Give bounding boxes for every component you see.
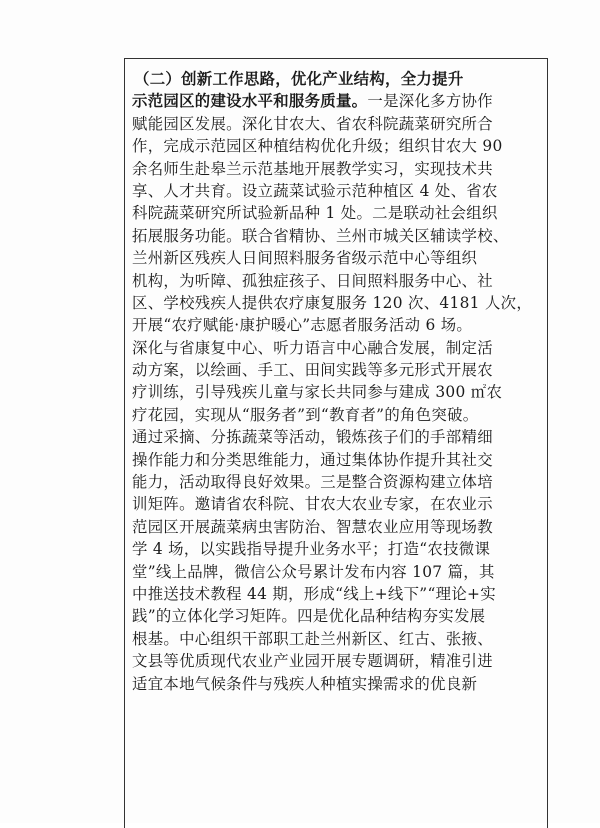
text-line: 适宜本地气候条件与残疾人种植实操需求的优良新 <box>132 674 478 693</box>
text-line <box>132 90 542 112</box>
text-line: 堂”线上品牌，微信公众号累计发布内容 107 篇，其 <box>132 562 495 581</box>
text-line: 科院蔬菜研究所试验新品种 1 处。二是联动社会组织 <box>132 204 498 223</box>
text-line: 疗训练，引导残疾儿童与家长共同参与建成 300 ㎡农 <box>132 383 503 402</box>
text-line: 深化与省康复中心、听力语言中心融合发展，制定活 <box>132 338 493 357</box>
text-line: 训矩阵。邀请省农科院、甘农大农业专家，在农业示 <box>132 495 493 514</box>
text-line: 能力，活动取得良好效果。三是整合资源构建立体培 <box>132 473 493 492</box>
section-heading-continuation: 示范园区的建设水平和服务质量。 <box>132 92 368 111</box>
text-line: 动方案，以绘画、手工、田间实践等多元形式开展农 <box>132 361 493 380</box>
text-line: 操作能力和分类思维能力，通过集体协作提升其社交 <box>132 450 493 469</box>
text-line: 通过采摘、分拣蔬菜等活动，锻炼孩子们的手部精细 <box>132 428 493 447</box>
text-line: 兰州新区残疾人日间照料服务省级示范中心等组织 <box>132 249 478 268</box>
text-line: 赋能园区发展。深化甘农大、省农科院蔬菜研究所合 <box>132 114 493 133</box>
text-line: 践”的立体化学习矩阵。四是优化品种结构夯实发展 <box>132 607 486 626</box>
text-line: 开展“农疗赋能·康护暖心”志愿者服务活动 6 场。 <box>132 316 473 335</box>
body-text <box>132 68 542 695</box>
text-line: 文县等优质现代农业产业园开展专题调研，精准引进 <box>132 652 493 671</box>
text-line: 作，完成示范园区种植结构优化升级；组织甘农大 90 <box>132 137 503 156</box>
section-heading-line: （二）创新工作思路，优化产业结构，全力提升 <box>134 70 464 88</box>
text-line: 拓展服务功能。联合省精协、兰州市城关区辅读学校、 <box>132 226 509 245</box>
text-line: 中推送技术教程 44 期，形成“线上+线下”“理论+实 <box>132 584 496 603</box>
text-line: 享、人才共育。设立蔬菜试验示范种植区 4 处、省农 <box>132 181 498 200</box>
text-line: 疗花园，实现从“服务者”到“教育者”的角色突破。 <box>132 405 479 424</box>
text-line: 余名师生赴皋兰示范基地开展教学实习，实现技术共 <box>132 159 493 178</box>
inline-text: 一是深化多方协作 <box>367 92 493 111</box>
text-line: 范园区开展蔬菜病虫害防治、智慧农业应用等现场教 <box>132 517 493 536</box>
text-line: 区、学校残疾人提供农疗康复服务 120 次、4181 人次， <box>132 293 533 312</box>
text-line: 学 4 场，以实践指导提升业务水平；打造“农技微课 <box>132 540 491 559</box>
text-line: 根基。中心组织干部职工赴兰州新区、红古、张掖、 <box>132 629 493 648</box>
text-line: 机构，为听障、孤独症孩子、日间照料服务中心、社 <box>132 271 493 290</box>
